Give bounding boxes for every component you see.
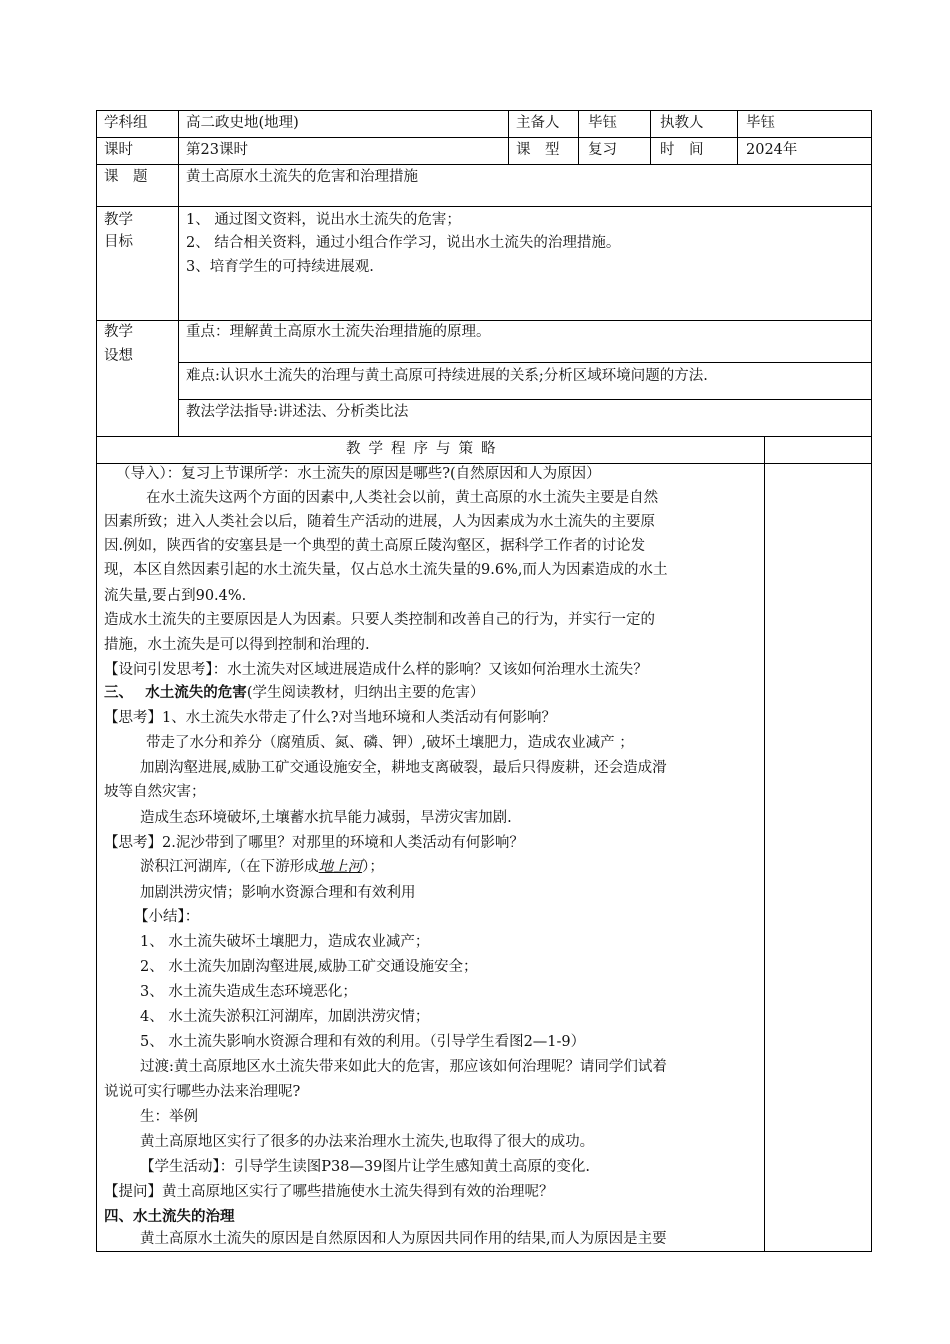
goal-item: 3、培育学生的可持续进展观. [186,259,374,275]
body-line: 过渡:黄土高原地区水土流失带来如此大的危害，那应该如何治理呢？请同学们试着 [140,1059,667,1075]
body-line: 【学生活动】：引导学生读图P38—39图片让学生感知黄土高原的变化. [140,1159,591,1175]
summary-item: 1、 水土流失破坏土壤肥力，造成农业减产； [140,934,430,950]
underlined-term: 地上河 [318,859,363,875]
body-line: 加剧洪涝灾情；影响水资源合理和有效利用 [140,885,416,901]
type-label: 课 型 [516,142,560,158]
body-text: 淤积江河湖库,（在下游形成 [140,859,319,875]
preparer-value: 毕钰 [588,115,617,131]
summary-item: 4、 水土流失淤积江河湖库，加剧洪涝灾情； [140,1009,430,1025]
row-divider [96,206,872,207]
teacher-value: 毕钰 [746,115,775,131]
difficulty-point: 难点:认识水土流失的治理与黄土高原可持续进展的关系;分析区域环境问题的方法. [186,368,708,384]
body-line: 流失量,要占到90.4%. [104,588,247,604]
body-line: 带走了水分和养分（腐殖质、氮、磷、钾）,破坏土壤肥力，造成农业减产 ； [146,735,634,751]
time-value: 2024年 [746,142,798,158]
type-value: 复习 [588,142,617,158]
preparer-label: 主备人 [516,115,560,131]
design-label-2: 设想 [104,348,133,364]
row-divider [96,164,872,165]
body-line: 说说可实行哪些办法来治理呢? [104,1084,301,1100]
row-divider [96,436,872,437]
period-value: 第23课时 [186,142,248,158]
column-divider [764,436,765,1252]
topic-label: 课 题 [104,169,148,185]
body-line: 黄土高原地区实行了很多的办法来治理水土流失,也取得了很大的成功。 [140,1134,595,1150]
body-line: 现，本区自然因素引起的水土流失量，仅占总水土流失量的9.6%,而人为因素造成的水土 [104,562,668,578]
section-title: 三、 水土流失的危害 [104,684,247,701]
body-text: ）； [362,859,384,875]
row-divider [178,362,872,363]
table-border [96,110,97,1252]
procedure-heading: 教学程序与策略 [346,441,504,457]
table-border [96,110,872,111]
summary-item: 2、 水土流失加剧沟壑进展,威胁工矿交通设施安全； [140,959,478,975]
body-line: 措施，水土流失是可以得到控制和治理的. [104,637,370,653]
row-divider [96,137,872,138]
summary-item: 5、 水土流失影响水资源合理和有效的利用。（引导学生看图2—1-9） [140,1034,586,1050]
topic-value: 黄土高原水土流失的危害和治理措施 [186,169,418,185]
section-heading-harm [104,682,484,704]
section-note: (学生阅读教材，归纳出主要的危害） [246,685,485,701]
column-divider [508,110,509,165]
teaching-method: 教法学法指导:讲述法、分析类比法 [186,404,409,420]
body-line: 黄土高原水土流失的原因是自然原因和人为原因共同作用的结果,而人为原因是主要 [140,1231,667,1247]
column-divider [737,110,738,165]
body-line: 因.例如，陕西省的安塞县是一个典型的黄土高原丘陵沟壑区，据科学工作者的讨论发 [104,538,646,554]
summary-heading: 【小结】： [134,909,200,925]
body-line: 生：举例 [140,1109,198,1125]
body-line: 【提问】黄土高原地区实行了哪些措施使水土流失得到有效的治理呢？ [104,1184,554,1200]
teacher-label: 执教人 [660,115,704,131]
subject-group-label: 学科组 [104,115,148,131]
goal-item: 1、 通过图文资料，说出水土流失的危害； [186,212,461,228]
key-point: 重点：理解黄土高原水土流失治理措施的原理。 [186,324,491,340]
column-divider [650,110,651,165]
body-line [140,856,384,878]
body-line: 在水土流失这两个方面的因素中,人类社会以前，黄土高原的水土流失主要是自然 [146,490,659,506]
body-line: （导入）：复习上节课所学：水土流失的原因是哪些?(自然原因和人为原因） [116,466,601,482]
goal-item: 2、 结合相关资料，通过小组合作学习，说出水土流失的治理措施。 [186,235,621,251]
design-label-1: 教学 [104,324,133,340]
subject-group-value: 高二政史地(地理) [186,115,299,131]
column-divider [578,110,579,165]
table-border [871,110,872,1252]
body-line: 因素所致；进入人类社会以后，随着生产活动的进展，人为因素成为水土流失的主要原 [104,514,655,530]
goals-label-1: 教学 [104,212,133,228]
lesson-plan-table [96,110,872,1252]
summary-item: 3、 水土流失造成生态环境恶化； [140,984,357,1000]
body-line: 【设问引发思考】：水土流失对区域进展造成什么样的影响？又该如何治理水土流失？ [104,662,648,678]
body-line: 【思考】1、水土流失水带走了什么?对当地环境和人类活动有何影响？ [104,710,556,726]
row-divider [96,320,872,321]
goals-label-2: 目标 [104,234,133,250]
body-line: 造成生态环境破坏,土壤蓄水抗旱能力减弱，旱涝灾害加剧. [140,810,512,826]
table-border [96,1251,872,1252]
body-line: 【思考】2.泥沙带到了哪里？对那里的环境和人类活动有何影响？ [104,835,524,851]
time-label: 时 间 [660,142,704,158]
body-line: 坡等自然灾害； [104,784,206,800]
section-heading-control: 四、水土流失的治理 [104,1208,235,1225]
body-line: 加剧沟壑进展,威胁工矿交通设施安全，耕地支离破裂，最后只得废耕，还会造成滑 [140,760,667,776]
row-divider [178,399,872,400]
column-divider [178,110,179,437]
period-label: 课时 [104,142,133,158]
body-line: 造成水土流失的主要原因是人为因素。只要人类控制和改善自己的行为，并实行一定的 [104,612,655,628]
